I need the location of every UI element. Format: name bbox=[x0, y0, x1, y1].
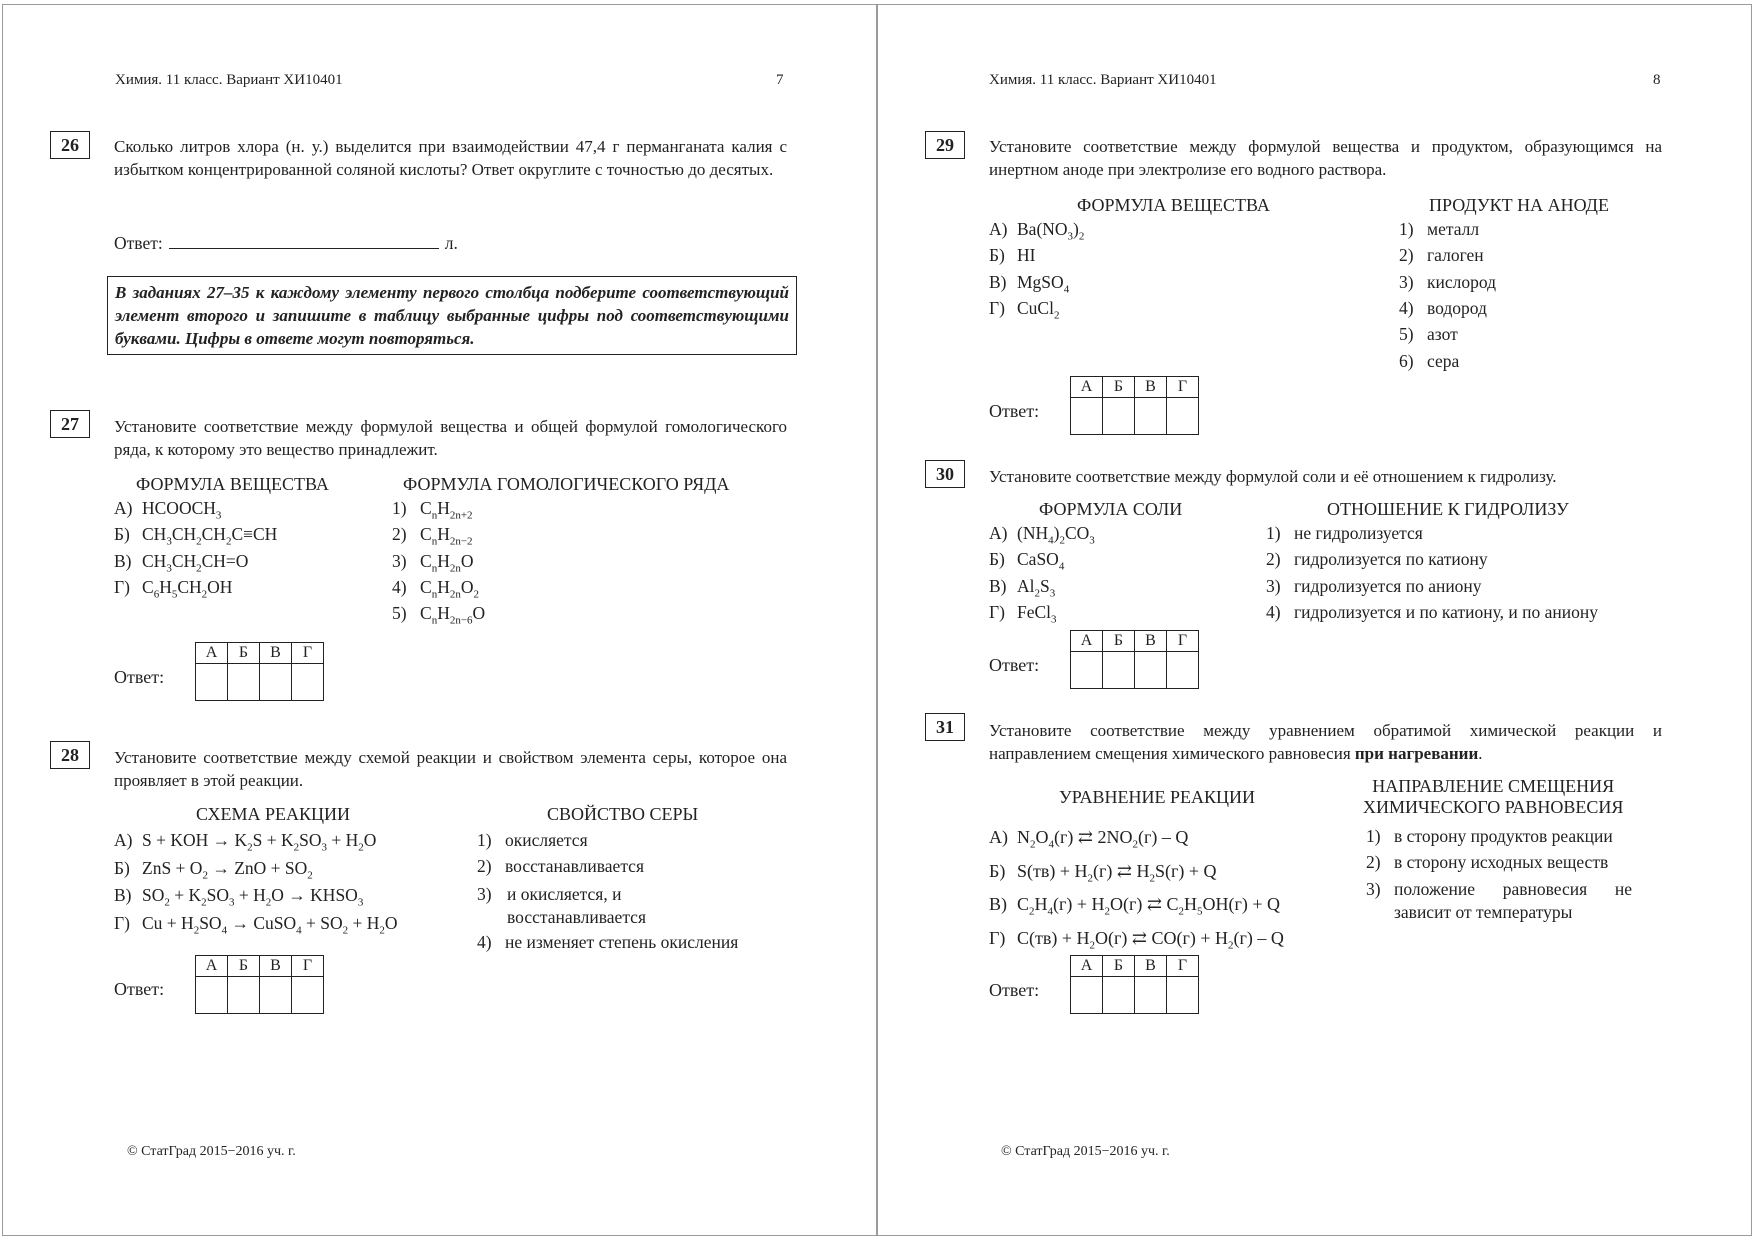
answer-col-b: Б bbox=[1103, 377, 1135, 398]
answer-cell[interactable] bbox=[260, 664, 292, 701]
list-item: 1) не гидролизуется bbox=[1266, 523, 1423, 543]
column-header-right: НАПРАВЛЕНИЕ СМЕЩЕНИЯ ХИМИЧЕСКОГО РАВНОВЕСИЯ bbox=[1363, 776, 1624, 817]
column-header-right: ПРОДУКТ НА АНОДЕ bbox=[1429, 195, 1609, 215]
answer-cell[interactable] bbox=[196, 664, 228, 701]
list-item: В) $CH_3CH_2CH=O$ bbox=[114, 551, 249, 575]
list-item: 4) не изменяет степень окисления bbox=[477, 932, 739, 952]
list-item: В) MgSO$_4$ bbox=[989, 272, 1070, 296]
answer-col-a: А bbox=[1071, 631, 1103, 652]
list-item: А) $(NH_4)_2CO_3$ bbox=[989, 523, 1095, 547]
answer-label: Ответ: bbox=[989, 401, 1040, 421]
question-text: Установите соответствие между формулой вещества и общей формулой гомологического ряда, к которому это вещество принадлежит. bbox=[114, 417, 787, 459]
answer-col-g: Г bbox=[1167, 631, 1199, 652]
page-left bbox=[2, 4, 877, 1236]
page-right bbox=[877, 4, 1752, 1236]
answer-cell[interactable] bbox=[1167, 652, 1199, 689]
answer-label: Ответ: bbox=[989, 655, 1040, 675]
answer-col-b: Б bbox=[1103, 956, 1135, 977]
list-item: 1) $C_nH_{2n+2}$ bbox=[392, 498, 473, 522]
answer-cell[interactable] bbox=[1071, 652, 1103, 689]
list-item: А) $N_2O_4(г)$ ⇄ $2NO_2(г)$ – Q bbox=[989, 827, 1189, 851]
question-number: 29 bbox=[925, 131, 965, 159]
answer-cell[interactable] bbox=[1071, 398, 1103, 435]
answer-table bbox=[1070, 955, 1199, 1014]
answer-unit: л. bbox=[444, 233, 458, 253]
list-item: Б) $S(тв) + H_2(г)$ ⇄ $H_2S(г) + Q$ bbox=[989, 861, 1217, 885]
list-item: Г) $C_6H_5CH_2OH$ bbox=[114, 577, 233, 601]
list-item: В) $SO_2 + K_2SO_3 + H_2O$ → $KHSO_3$ bbox=[114, 885, 364, 909]
question-number: 28 bbox=[50, 741, 90, 769]
answer-cell[interactable] bbox=[1103, 652, 1135, 689]
answer-cell[interactable] bbox=[1103, 398, 1135, 435]
list-item: Б) HI bbox=[989, 245, 1036, 265]
question-number: 31 bbox=[925, 713, 965, 741]
column-header-right: СВОЙСТВО СЕРЫ bbox=[547, 804, 699, 824]
question-number: 30 bbox=[925, 460, 965, 488]
answer-col-a: А bbox=[196, 643, 228, 664]
answer-label: Ответ: bbox=[114, 233, 163, 253]
answer-label: Ответ: bbox=[114, 979, 165, 999]
question-number: 26 bbox=[50, 131, 90, 159]
answer-cell[interactable] bbox=[292, 977, 324, 1014]
answer-col-v: В bbox=[260, 956, 292, 977]
answer-cell[interactable] bbox=[1103, 977, 1135, 1014]
column-header-left: ФОРМУЛА ВЕЩЕСТВА bbox=[136, 474, 329, 494]
answer-label: Ответ: bbox=[989, 980, 1040, 1000]
answer-input[interactable] bbox=[169, 233, 439, 249]
answer-cell[interactable] bbox=[260, 977, 292, 1014]
list-item: 5) азот bbox=[1399, 324, 1458, 344]
page-header-title: Химия. 11 класс. Вариант ХИ10401 bbox=[989, 72, 1217, 88]
answer-cell[interactable] bbox=[292, 664, 324, 701]
list-item: Г) $Cu + H_2SO_4$ → CuSO$_4$ + $SO_2 + H_2O$ bbox=[114, 913, 398, 937]
list-item: 5) $C_nH_{2n-6}O$ bbox=[392, 603, 486, 627]
list-item: 4) водород bbox=[1399, 298, 1487, 318]
answer-cell[interactable] bbox=[1135, 652, 1167, 689]
answer-cell[interactable] bbox=[1135, 398, 1167, 435]
list-item: А) S + KOH → $K_2S + K_2SO_3 + H_2O$ bbox=[114, 830, 377, 854]
list-item: Г) CuCl$_2$ bbox=[989, 298, 1060, 322]
question-text: Установите соответствие между формулой соли и её отношением к гидролизу. bbox=[989, 467, 1557, 486]
answer-col-a: А bbox=[1071, 956, 1103, 977]
list-item: 1) металл bbox=[1399, 219, 1480, 239]
question-number: 27 bbox=[50, 410, 90, 438]
answer-col-v: В bbox=[1135, 631, 1167, 652]
question-text: Сколько литров хлора (н. у.) выделится при взаимодействии 47,4 г перманганата калия с избытком концентрированной соляной кислоты? Ответ округлите с точностью до десятых. bbox=[114, 137, 787, 179]
list-item: 1) в сторону продуктов реакции bbox=[1366, 826, 1613, 846]
list-item: 3) гидролизуется по аниону bbox=[1266, 576, 1482, 596]
answer-col-g: Г bbox=[292, 643, 324, 664]
list-item: Б) ZnS + $O_2$ → ZnO + $SO_2$ bbox=[114, 858, 313, 882]
page-number: 7 bbox=[776, 72, 784, 88]
list-item: 2) галоген bbox=[1399, 245, 1484, 265]
answer-col-v: В bbox=[260, 643, 292, 664]
column-header-left: УРАВНЕНИЕ РЕАКЦИИ bbox=[1059, 787, 1255, 807]
answer-cell[interactable] bbox=[228, 664, 260, 701]
list-item: 3) $C_nH_{2n}O$ bbox=[392, 551, 474, 575]
answer-table bbox=[195, 642, 324, 701]
list-item: 3) и окисляется, и восстанавливается bbox=[477, 884, 647, 927]
answer-label: Ответ: bbox=[114, 667, 165, 687]
answer-col-a: А bbox=[1071, 377, 1103, 398]
column-header-left: ФОРМУЛА СОЛИ bbox=[1039, 499, 1183, 519]
list-item: 3) положение равновесия не зависит от температуры bbox=[1366, 879, 1632, 922]
answer-cell[interactable] bbox=[228, 977, 260, 1014]
answer-col-a: А bbox=[196, 956, 228, 977]
list-item: 4) $C_nH_{2n}O_2$ bbox=[392, 577, 479, 601]
answer-col-g: Г bbox=[1167, 377, 1199, 398]
footer-copyright: © СтатГрад 2015−2016 уч. г. bbox=[1001, 1144, 1170, 1159]
answer-col-b: Б bbox=[228, 643, 260, 664]
answer-col-v: В bbox=[1135, 377, 1167, 398]
list-item: 3) кислород bbox=[1399, 272, 1497, 292]
answer-cell[interactable] bbox=[1167, 977, 1199, 1014]
list-item: Б) CaSO$_4$ bbox=[989, 549, 1065, 573]
column-header-right: ОТНОШЕНИЕ К ГИДРОЛИЗУ bbox=[1327, 499, 1569, 519]
answer-col-g: Г bbox=[292, 956, 324, 977]
question-text: Установите соответствие между схемой реакции и свойством элемента серы, которое она проявляет в этой реакции. bbox=[114, 748, 787, 790]
answer-cell[interactable] bbox=[1135, 977, 1167, 1014]
column-header-left: ФОРМУЛА ВЕЩЕСТВА bbox=[1077, 195, 1270, 215]
list-item: А) $Ba(NO_3)_2$ bbox=[989, 219, 1085, 243]
answer-line bbox=[114, 233, 458, 254]
page-number: 8 bbox=[1653, 72, 1661, 88]
list-item: 2) $C_nH_{2n-2}$ bbox=[392, 524, 473, 548]
question-text: Установите соответствие между уравнением обратимой химической реакции и направлением смещения химического равновесия при нагревании. bbox=[989, 721, 1662, 763]
list-item: 1) окисляется bbox=[477, 830, 588, 850]
answer-col-b: Б bbox=[228, 956, 260, 977]
answer-cell[interactable] bbox=[1167, 398, 1199, 435]
list-item: 2) восстанавливается bbox=[477, 856, 645, 876]
footer-copyright: © СтатГрад 2015−2016 уч. г. bbox=[127, 1144, 296, 1159]
answer-cell[interactable] bbox=[1071, 977, 1103, 1014]
answer-cell[interactable] bbox=[196, 977, 228, 1014]
list-item: В) $C_2H_4(г) + H_2O(г)$ ⇄ $C_2H_5OH(г) + Q$ bbox=[989, 894, 1281, 918]
list-item: 2) гидролизуется по катиону bbox=[1266, 549, 1488, 569]
list-item: А) $HCOOCH_3$ bbox=[114, 498, 222, 522]
answer-col-v: В bbox=[1135, 956, 1167, 977]
list-item: Г) FeCl$_3$ bbox=[989, 602, 1057, 626]
answer-col-g: Г bbox=[1167, 956, 1199, 977]
list-item: 6) сера bbox=[1399, 351, 1460, 371]
answer-table bbox=[195, 955, 324, 1014]
answer-table bbox=[1070, 376, 1199, 435]
instruction-note: В заданиях 27–35 к каждому элементу первого столбца подберите соответствующий элемент второго и запишите в таблицу выбранные цифры под соответствующими буквами. Цифры в ответе могут повторяться. bbox=[107, 276, 797, 355]
column-header-right: ФОРМУЛА ГОМОЛОГИЧЕСКОГО РЯДА bbox=[403, 474, 730, 494]
list-item: 2) в сторону исходных веществ bbox=[1366, 852, 1609, 872]
list-item: Б) $CH_3CH_2CH_2C\equiv CH$ bbox=[114, 524, 278, 548]
question-text: Установите соответствие между формулой вещества и продуктом, образующимся на инертном аноде при электролизе его водного раствора. bbox=[989, 137, 1662, 179]
list-item: В) $Al_2S_3$ bbox=[989, 576, 1056, 600]
answer-col-b: Б bbox=[1103, 631, 1135, 652]
list-item: Г) $C(тв) + H_2O(г)$ ⇄ $CO(г) + H_2(г) - Q$ bbox=[989, 928, 1284, 952]
column-header-left: СХЕМА РЕАКЦИИ bbox=[196, 804, 351, 824]
page-header-title: Химия. 11 класс. Вариант ХИ10401 bbox=[115, 72, 343, 88]
answer-table bbox=[1070, 630, 1199, 689]
list-item: 4) гидролизуется и по катиону, и по аниону bbox=[1266, 602, 1598, 622]
